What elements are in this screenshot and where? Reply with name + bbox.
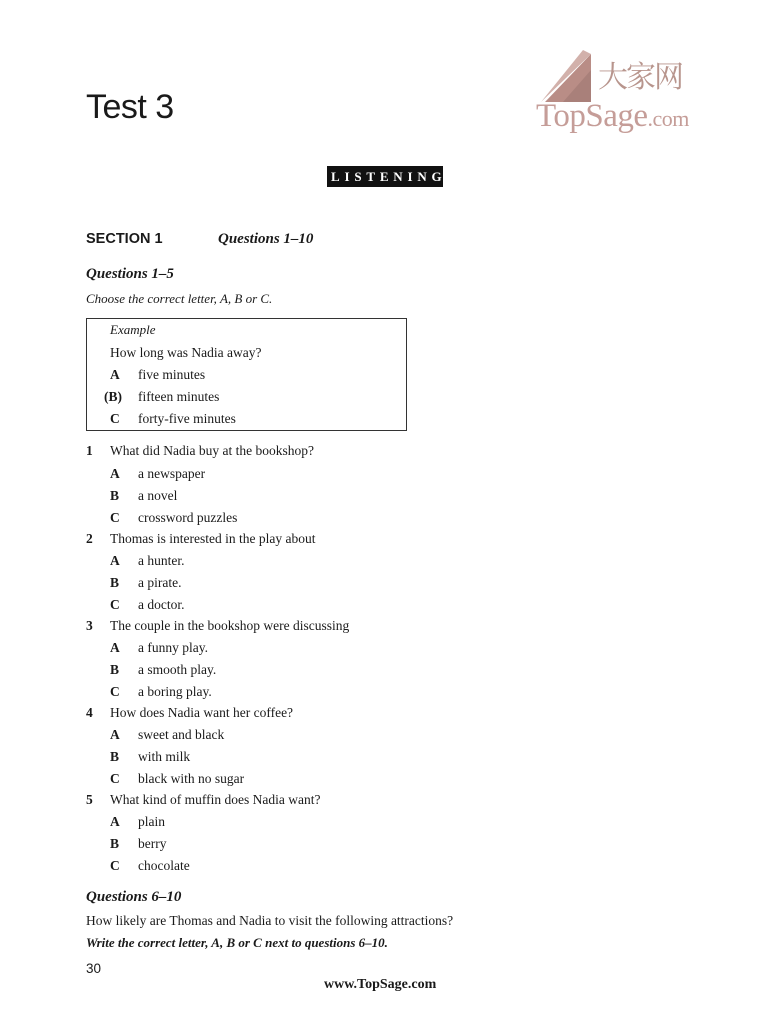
page-number: 30 [86,961,102,976]
option-letter: C [110,858,120,873]
option-text: black with no sugar [138,771,245,786]
example-option-letter: A [110,367,120,382]
part2-heading: Questions 6–10 [86,889,182,905]
option-letter: B [110,575,120,590]
option-letter: C [110,684,120,699]
question-text: Thomas is interested in the play about [110,531,316,546]
question-number: 4 [86,705,93,720]
option-letter: C [110,597,120,612]
option-letter: A [110,640,120,655]
question-number: 3 [86,618,93,633]
page-title: Test 3 [86,88,174,126]
option-letter: B [110,662,120,677]
part2-prompt: How likely are Thomas and Nadia to visit the following attractions? [86,913,454,928]
section-banner: LISTENING [327,166,443,187]
option-letter: A [110,553,120,568]
example-option-text: five minutes [138,367,206,382]
option-text: crossword puzzles [138,510,238,525]
option-text: a newspaper [138,466,206,481]
question-number: 2 [86,531,93,546]
question-number: 5 [86,792,93,807]
option-letter: C [110,510,120,525]
option-text: with milk [138,749,191,764]
logo-chinese-text: 大家网 [598,61,682,94]
question-number: 1 [86,443,93,458]
option-letter: A [110,814,120,829]
logo-brand-text [536,98,689,135]
option-text: a smooth play. [138,662,217,677]
part2-instruction: Write the correct letter, A, B or C next to questions 6–10. [86,935,388,950]
option-letter: A [110,727,120,742]
example-label: Example [110,322,156,337]
option-text: berry [138,836,167,851]
option-text: a boring play. [138,684,212,699]
option-text: a pirate. [138,575,182,590]
section-questions-range: Questions 1–10 [218,231,314,247]
option-letter: C [110,771,120,786]
example-option-text: forty-five minutes [138,411,236,426]
logo-brand-name: TopSage [536,98,648,134]
example-question: How long was Nadia away? [110,345,262,360]
example-option-letter: C [110,411,120,426]
question-text: What did Nadia buy at the bookshop? [110,443,314,458]
part1-instruction: Choose the correct letter, A, B or C. [86,291,273,306]
option-text: sweet and black [138,727,225,742]
option-letter: B [110,488,120,503]
section-label: SECTION 1 [86,231,163,247]
footer-url: www.TopSage.com [324,977,437,992]
question-text: What kind of muffin does Nadia want? [110,792,321,807]
option-text: a funny play. [138,640,208,655]
question-text: The couple in the bookshop were discussing [110,618,350,633]
example-option-text: fifteen minutes [138,389,220,404]
part1-heading: Questions 1–5 [86,266,174,282]
option-text: chocolate [138,858,190,873]
option-text: a hunter. [138,553,185,568]
option-text: a doctor. [138,597,185,612]
option-text: plain [138,814,165,829]
option-text: a novel [138,488,178,503]
option-letter: B [110,749,120,764]
option-letter: A [110,466,120,481]
option-letter: B [110,836,120,851]
logo-brand-domain: .com [647,106,689,131]
example-option-letter-answer: (B) [104,389,122,404]
question-text: How does Nadia want her coffee? [110,705,294,720]
